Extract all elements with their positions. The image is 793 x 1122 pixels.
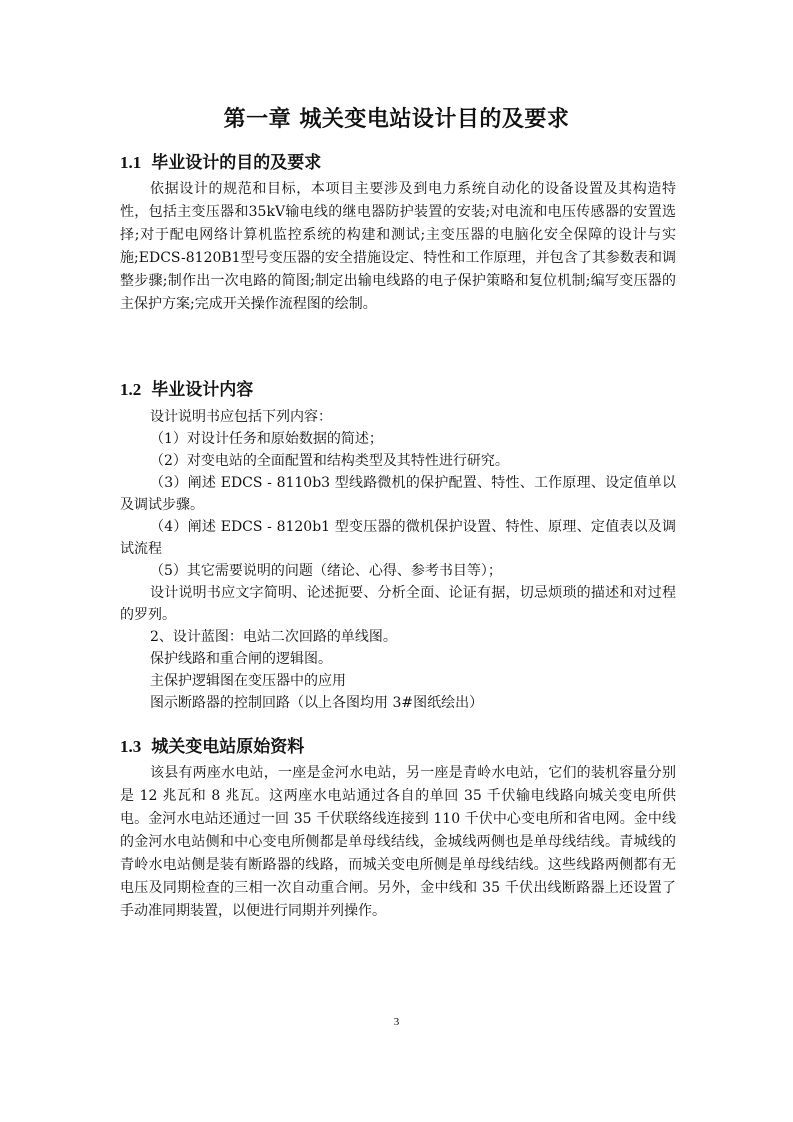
content-line: （2）对变电站的全面配置和结构类型及其特性进行研究。 bbox=[150, 453, 509, 469]
content-line: （3）阐述 EDCS - 8110b3 型线路微机的保护配置、特性、工作原理、设定值单以及调试步骤。 bbox=[120, 475, 676, 513]
section-number: 1.3 bbox=[120, 737, 142, 756]
content-line: 保护线路和重合闸的逻辑图。 bbox=[150, 651, 332, 667]
section-1-3-paragraph: 该县有两座水电站，一座是金河水电站，另一座是青岭水电站，它们的装机容量分别是 12 兆瓦和 8 兆瓦。这两座水电站通过各自的单回 35 千伏输电线路向城关变电所供电。金河水电站还通过一回 35 千伏联络线连接到 110 千伏中心变电所和省电网。金中线的金河水电站侧和中心变电所侧都是单母线结线，金城线两侧也是单母线结线。青城线的青岭水电站侧是装有断路器的线路，而城关变电所侧是单母线结线。这些线路两侧都有无电压及同期检查的三相一次自动重合闸。另外，金中线和 35 千伏出线断路器上还设置了手动准同期装置，以便进行同期并列操作。 bbox=[120, 765, 676, 919]
content-line: 设计说明书应文字简明、论述扼要、分析全面、论证有据，切忌烦琐的描述和对过程的罗列。 bbox=[120, 585, 676, 623]
section-heading-1-1 bbox=[120, 148, 321, 173]
content-line: （1）对设计任务和原始数据的简述； bbox=[150, 431, 383, 447]
section-title: 毕业设计内容 bbox=[151, 380, 254, 400]
section-title: 毕业设计的目的及要求 bbox=[151, 153, 322, 173]
section-heading-1-3 bbox=[120, 732, 304, 757]
content-line: 2、设计蓝图：电站二次回路的单线图。 bbox=[150, 629, 397, 645]
section-number: 1.1 bbox=[120, 153, 142, 172]
content-line: 主保护逻辑图在变压器中的应用 bbox=[150, 673, 346, 689]
content-line: 设计说明书应包括下列内容： bbox=[150, 409, 332, 425]
content-line: （5）其它需要说明的问题（绪论、心得、参考书目等）； bbox=[150, 563, 502, 579]
section-1-1-paragraph: 依据设计的规范和目标，本项目主要涉及到电力系统自动化的设备设置及其构造特性，包括主变压器和35kV输电线的继电器防护装置的安装;对电流和电压传感器的安置选择;对于配电网络计算机监控系统的构建和测试;主变压器的电脑化安全保障的设计与实施;EDCS-8120B1型号变压器的安全措施设定、特性和工作原理，并包含了其参数表和调整步骤;制作出一次电路的简图;制定出输电线路的电子保护策略和复位机制;编写变压器的主保护方案;完成开关操作流程图的绘制。 bbox=[120, 181, 676, 312]
chapter-title: 第一章 城关变电站设计目的及要求 bbox=[223, 107, 570, 132]
section-heading-1-2 bbox=[120, 375, 253, 400]
page-number: 3 bbox=[393, 1016, 400, 1028]
content-line: 图示断路器的控制回路（以上各图均用 3#图纸绘出） bbox=[150, 695, 484, 711]
content-line: （4）阐述 EDCS - 8120b1 型变压器的微机保护设置、特性、原理、定值表以及调试流程 bbox=[120, 519, 676, 557]
section-title: 城关变电站原始资料 bbox=[151, 737, 305, 757]
section-number: 1.2 bbox=[120, 380, 142, 399]
